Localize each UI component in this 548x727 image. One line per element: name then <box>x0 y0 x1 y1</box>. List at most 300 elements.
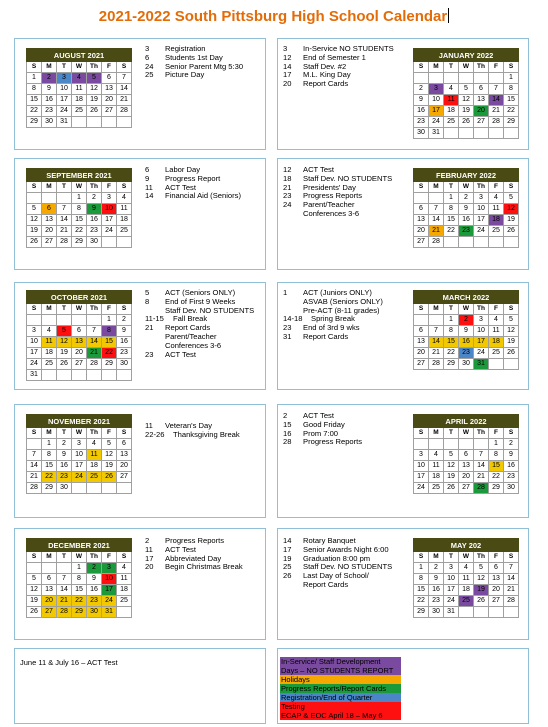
empty-cell <box>72 315 87 326</box>
day-cell: 6 <box>474 84 489 95</box>
day-cell: 29 <box>72 237 87 248</box>
day-cell: 22 <box>72 596 87 607</box>
legend-item: Registration/End of Quarter <box>280 693 401 702</box>
day-cell: 5 <box>504 315 519 326</box>
day-cell: 6 <box>72 326 87 337</box>
empty-cell <box>72 370 87 381</box>
day-cell: 9 <box>87 204 102 215</box>
day-cell: 9 <box>42 84 57 95</box>
event-date: 23 <box>283 323 292 333</box>
day-cell: 31 <box>102 607 117 618</box>
empty-cell <box>87 117 102 128</box>
day-cell: 10 <box>57 84 72 95</box>
event-item <box>283 80 394 89</box>
day-cell: 20 <box>414 348 429 359</box>
empty-cell <box>489 607 504 618</box>
day-cell: 22 <box>504 106 519 117</box>
day-cell: 15 <box>504 95 519 106</box>
day-cell: 14 <box>429 215 444 226</box>
event-date: 31 <box>283 331 292 341</box>
empty-cell <box>42 193 57 204</box>
event-date: 14-18 <box>283 314 303 324</box>
day-cell: 22 <box>489 472 504 483</box>
day-cell: 11 <box>459 574 474 585</box>
event-text: ASVAB (Seniors ONLY) <box>303 296 383 306</box>
event-text: Pre-ACT (8-11 grades) <box>303 305 380 315</box>
day-cell: 2 <box>459 193 474 204</box>
day-cell: 31 <box>474 359 489 370</box>
day-cell: 13 <box>42 215 57 226</box>
weekday-label: W <box>459 428 474 439</box>
day-cell: 17 <box>102 215 117 226</box>
month-title: SEPTEMBER 2021 <box>27 169 132 182</box>
weekday-label: S <box>504 62 519 73</box>
day-cell: 29 <box>27 117 42 128</box>
weekday-label: S <box>27 428 42 439</box>
day-cell: 18 <box>489 337 504 348</box>
day-cell: 12 <box>27 585 42 596</box>
weekday-label: F <box>102 304 117 315</box>
weekday-label: M <box>429 552 444 563</box>
day-cell: 21 <box>429 348 444 359</box>
weekday-label: M <box>42 428 57 439</box>
event-text: Good Friday <box>303 419 345 429</box>
day-cell: 24 <box>102 596 117 607</box>
day-cell: 24 <box>102 226 117 237</box>
events-feb <box>283 166 392 219</box>
day-cell: 15 <box>444 215 459 226</box>
day-cell: 30 <box>87 237 102 248</box>
empty-cell <box>87 315 102 326</box>
events-aug <box>145 45 243 80</box>
calendar-mar <box>413 290 519 370</box>
event-text: ACT Test <box>165 544 196 554</box>
event-text: M.L. King Day <box>303 70 351 80</box>
day-cell: 1 <box>42 439 57 450</box>
day-cell: 28 <box>57 237 72 248</box>
month-title: MARCH 2022 <box>414 291 519 304</box>
day-cell: 23 <box>42 106 57 117</box>
day-cell: 1 <box>27 73 42 84</box>
weekday-label: Th <box>474 62 489 73</box>
day-cell: 12 <box>27 215 42 226</box>
empty-cell <box>414 73 429 84</box>
empty-cell <box>42 370 57 381</box>
legend-item: In-Service/ Staff Development <box>280 657 401 666</box>
event-text: Financial Aid (Seniors) <box>165 191 241 201</box>
day-cell: 22 <box>444 226 459 237</box>
event-date: 15 <box>283 419 292 429</box>
weekday-label: M <box>429 304 444 315</box>
empty-cell <box>474 237 489 248</box>
empty-cell <box>42 563 57 574</box>
day-cell: 5 <box>27 574 42 585</box>
day-cell: 13 <box>414 337 429 348</box>
weekday-label: T <box>57 182 72 193</box>
day-cell: 29 <box>489 483 504 494</box>
day-cell: 7 <box>87 326 102 337</box>
day-cell: 30 <box>42 117 57 128</box>
event-text: ACT (Juniors ONLY) <box>303 288 372 297</box>
event-text: ACT Test <box>165 349 196 359</box>
weekday-label: M <box>42 304 57 315</box>
event-text: Prom 7:00 <box>303 428 339 438</box>
weekday-label: S <box>27 552 42 563</box>
event-text: Presidents' Day <box>303 182 356 192</box>
empty-cell <box>27 315 42 326</box>
day-cell: 13 <box>414 215 429 226</box>
event-date: 17 <box>283 70 292 80</box>
day-cell: 26 <box>102 472 117 483</box>
empty-cell <box>117 370 132 381</box>
empty-cell <box>474 73 489 84</box>
empty-cell <box>429 315 444 326</box>
weekday-label: S <box>117 62 132 73</box>
day-cell: 19 <box>27 596 42 607</box>
month-title: JANUARY 2022 <box>414 49 519 62</box>
day-cell: 12 <box>459 95 474 106</box>
day-cell: 4 <box>459 563 474 574</box>
weekday-label: W <box>459 62 474 73</box>
event-date: 11 <box>145 182 153 192</box>
day-cell: 27 <box>72 359 87 370</box>
weekday-label: T <box>444 428 459 439</box>
day-cell: 20 <box>72 348 87 359</box>
day-cell: 25 <box>72 106 87 117</box>
day-cell: 19 <box>504 337 519 348</box>
day-cell: 24 <box>474 348 489 359</box>
day-cell: 16 <box>459 337 474 348</box>
weekday-label: S <box>414 304 429 315</box>
empty-cell <box>429 193 444 204</box>
day-cell: 22 <box>444 348 459 359</box>
day-cell: 10 <box>474 326 489 337</box>
day-cell: 23 <box>57 472 72 483</box>
event-date <box>283 298 303 307</box>
day-cell: 2 <box>504 439 519 450</box>
day-cell: 7 <box>57 574 72 585</box>
day-cell: 27 <box>414 359 429 370</box>
day-cell: 22 <box>27 106 42 117</box>
weekday-label: M <box>42 552 57 563</box>
event-date: 9 <box>145 173 150 183</box>
day-cell: 9 <box>414 95 429 106</box>
day-cell: 8 <box>27 84 42 95</box>
day-cell: 3 <box>444 563 459 574</box>
events-dec <box>145 537 243 572</box>
day-cell: 23 <box>429 596 444 607</box>
day-cell: 7 <box>27 450 42 461</box>
empty-cell <box>444 73 459 84</box>
day-cell: 25 <box>489 226 504 237</box>
day-cell: 11 <box>42 337 57 348</box>
day-cell: 8 <box>504 84 519 95</box>
day-cell: 26 <box>57 359 72 370</box>
day-cell: 16 <box>429 585 444 596</box>
day-cell: 23 <box>87 226 102 237</box>
weekday-label: Th <box>87 428 102 439</box>
day-cell: 10 <box>414 461 429 472</box>
day-cell: 17 <box>414 472 429 483</box>
day-cell: 8 <box>72 204 87 215</box>
day-cell: 3 <box>27 326 42 337</box>
event-text: ACT Test <box>303 165 334 174</box>
event-date: 2 <box>145 536 150 545</box>
act-test-note: June 11 & July 16 – ACT Test <box>20 658 118 667</box>
empty-cell <box>474 128 489 139</box>
day-cell: 5 <box>27 204 42 215</box>
empty-cell <box>429 439 444 450</box>
weekday-label: M <box>429 428 444 439</box>
event-date: 2 <box>283 411 288 420</box>
weekday-label: T <box>57 428 72 439</box>
weekday-label: F <box>489 62 504 73</box>
empty-cell <box>504 128 519 139</box>
day-cell: 23 <box>414 117 429 128</box>
event-date: 20 <box>283 79 292 89</box>
day-cell: 3 <box>474 193 489 204</box>
day-cell: 27 <box>474 117 489 128</box>
event-date: 16 <box>283 428 292 438</box>
day-cell: 21 <box>117 95 132 106</box>
day-cell: 2 <box>87 563 102 574</box>
day-cell: 8 <box>414 574 429 585</box>
weekday-label: S <box>27 62 42 73</box>
weekday-label: S <box>504 182 519 193</box>
month-title: NOVEMBER 2021 <box>27 415 132 428</box>
day-cell: 15 <box>27 95 42 106</box>
day-cell: 29 <box>444 359 459 370</box>
empty-cell <box>459 128 474 139</box>
legend-item: Testing <box>280 702 401 711</box>
day-cell: 28 <box>117 106 132 117</box>
weekday-label: W <box>459 304 474 315</box>
event-text: Report Cards <box>165 323 211 333</box>
event-text: Staff Dev. NO STUDENTS <box>303 562 393 572</box>
weekday-label: T <box>444 304 459 315</box>
day-cell: 1 <box>504 73 519 84</box>
day-cell: 14 <box>489 95 504 106</box>
day-cell: 30 <box>414 128 429 139</box>
day-cell: 26 <box>504 348 519 359</box>
event-date: 22-26 <box>145 429 165 439</box>
day-cell: 25 <box>429 483 444 494</box>
day-cell: 28 <box>474 483 489 494</box>
event-text: ACT Test <box>303 411 334 420</box>
weekday-label: S <box>27 182 42 193</box>
legend-item: Progress Reports/Report Cards <box>280 684 401 693</box>
day-cell: 22 <box>102 348 117 359</box>
day-cell: 5 <box>474 563 489 574</box>
day-cell: 25 <box>444 117 459 128</box>
day-cell: 11 <box>72 84 87 95</box>
weekday-label: F <box>489 552 504 563</box>
weekday-label: W <box>459 182 474 193</box>
day-cell: 12 <box>102 450 117 461</box>
day-cell: 10 <box>444 574 459 585</box>
weekday-label: F <box>489 182 504 193</box>
day-cell: 16 <box>42 95 57 106</box>
weekday-label: S <box>504 304 519 315</box>
day-cell: 24 <box>27 359 42 370</box>
empty-cell <box>57 315 72 326</box>
day-cell: 2 <box>57 439 72 450</box>
empty-cell <box>57 370 72 381</box>
day-cell: 1 <box>489 439 504 450</box>
day-cell: 2 <box>459 315 474 326</box>
event-date: 11 <box>145 544 153 554</box>
day-cell: 3 <box>72 439 87 450</box>
day-cell: 6 <box>414 326 429 337</box>
day-cell: 12 <box>504 326 519 337</box>
legend-item: Days – NO STUDENTS REPORT <box>280 666 401 675</box>
day-cell: 2 <box>87 193 102 204</box>
day-cell: 6 <box>459 450 474 461</box>
day-cell: 25 <box>42 359 57 370</box>
event-date: 21 <box>283 182 292 192</box>
weekday-label: Th <box>474 182 489 193</box>
weekday-label: S <box>117 428 132 439</box>
event-text: Last Day of School/ <box>303 571 369 581</box>
day-cell: 5 <box>504 193 519 204</box>
day-cell: 28 <box>27 483 42 494</box>
empty-cell <box>444 237 459 248</box>
event-text: Students 1st Day <box>165 52 223 62</box>
day-cell: 3 <box>414 450 429 461</box>
day-cell: 18 <box>489 215 504 226</box>
event-text: Fall Break <box>173 314 208 324</box>
event-text: Staff Dev. NO STUDENTS <box>303 173 393 183</box>
day-cell: 17 <box>27 348 42 359</box>
day-cell: 10 <box>27 337 42 348</box>
day-cell: 10 <box>102 204 117 215</box>
day-cell: 17 <box>429 106 444 117</box>
day-cell: 26 <box>459 117 474 128</box>
event-date: 25 <box>145 70 154 80</box>
day-cell: 24 <box>474 226 489 237</box>
day-cell: 27 <box>414 237 429 248</box>
calendar-oct <box>26 290 132 381</box>
event-item <box>283 438 362 447</box>
event-text: Progress Reports <box>303 191 363 201</box>
event-text: Progress Reports <box>303 437 363 447</box>
day-cell: 8 <box>489 450 504 461</box>
day-cell: 9 <box>459 326 474 337</box>
event-date: 23 <box>283 191 292 201</box>
empty-cell <box>504 237 519 248</box>
event-date: 5 <box>145 288 150 297</box>
weekday-label: W <box>72 304 87 315</box>
day-cell: 13 <box>72 337 87 348</box>
empty-cell <box>102 370 117 381</box>
day-cell: 26 <box>474 596 489 607</box>
day-cell: 1 <box>444 315 459 326</box>
calendar-sep <box>26 168 132 248</box>
day-cell: 6 <box>489 563 504 574</box>
day-cell: 20 <box>489 585 504 596</box>
day-cell: 17 <box>57 95 72 106</box>
event-date: 17 <box>283 544 292 554</box>
calendar-aug <box>26 48 132 128</box>
event-date: 18 <box>283 173 292 183</box>
weekday-label: Th <box>474 304 489 315</box>
event-item <box>145 192 241 201</box>
event-text: End of 3rd 9 wks <box>303 323 360 333</box>
event-text: Rotary Banquet <box>303 536 356 545</box>
empty-cell <box>57 193 72 204</box>
weekday-label: T <box>444 182 459 193</box>
event-text: Labor Day <box>165 165 201 174</box>
day-cell: 25 <box>117 226 132 237</box>
empty-cell <box>117 237 132 248</box>
weekday-label: S <box>117 552 132 563</box>
weekday-label: F <box>489 304 504 315</box>
day-cell: 1 <box>72 563 87 574</box>
month-title: APRIL 2022 <box>414 415 519 428</box>
day-cell: 29 <box>72 607 87 618</box>
day-cell: 1 <box>414 563 429 574</box>
day-cell: 18 <box>42 348 57 359</box>
day-cell: 21 <box>474 472 489 483</box>
day-cell: 27 <box>42 237 57 248</box>
day-cell: 9 <box>87 574 102 585</box>
day-cell: 30 <box>57 483 72 494</box>
weekday-label: M <box>429 62 444 73</box>
events-nov <box>145 422 240 440</box>
day-cell: 29 <box>504 117 519 128</box>
day-cell: 4 <box>444 84 459 95</box>
event-date: 24 <box>145 61 154 71</box>
day-cell: 15 <box>414 585 429 596</box>
calendar-may <box>413 538 519 618</box>
day-cell: 30 <box>87 607 102 618</box>
day-cell: 25 <box>489 348 504 359</box>
weekday-label: W <box>72 552 87 563</box>
day-cell: 20 <box>459 472 474 483</box>
weekday-label: Th <box>474 552 489 563</box>
event-item <box>283 210 392 219</box>
empty-cell <box>42 315 57 326</box>
day-cell: 11 <box>87 450 102 461</box>
day-cell: 20 <box>42 226 57 237</box>
day-cell: 24 <box>444 596 459 607</box>
calendar-nov <box>26 414 132 494</box>
day-cell: 15 <box>102 337 117 348</box>
weekday-label: F <box>102 428 117 439</box>
event-text: Senior Awards Night 6:00 <box>303 544 389 554</box>
empty-cell <box>414 439 429 450</box>
day-cell: 25 <box>87 472 102 483</box>
day-cell: 3 <box>102 193 117 204</box>
event-date: 12 <box>283 52 292 62</box>
events-may <box>283 537 392 590</box>
day-cell: 27 <box>42 607 57 618</box>
day-cell: 4 <box>489 193 504 204</box>
day-cell: 1 <box>444 193 459 204</box>
day-cell: 23 <box>87 596 102 607</box>
day-cell: 10 <box>102 574 117 585</box>
day-cell: 16 <box>57 461 72 472</box>
page-title: 2021-2022 South Pittsburg High School Calendar <box>98 8 448 25</box>
empty-cell <box>444 128 459 139</box>
day-cell: 27 <box>102 106 117 117</box>
event-text: Staff Dev. NO STUDENTS <box>165 305 255 315</box>
events-oct <box>145 289 254 359</box>
day-cell: 4 <box>117 563 132 574</box>
events-jan <box>283 45 394 89</box>
day-cell: 11 <box>444 95 459 106</box>
day-cell: 26 <box>27 237 42 248</box>
